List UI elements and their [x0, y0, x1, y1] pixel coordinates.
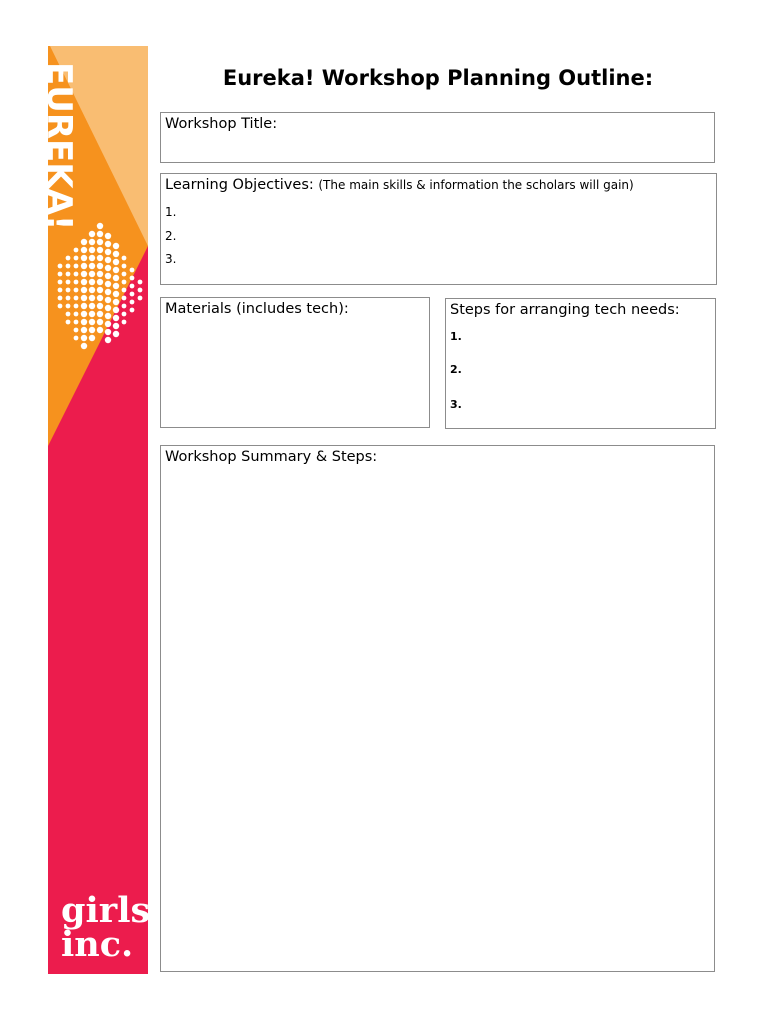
banner-dot — [81, 319, 87, 325]
banner-dot — [74, 272, 79, 277]
banner-dot — [74, 264, 79, 269]
banner-dot — [74, 312, 79, 317]
banner-dot — [58, 296, 63, 301]
banner-dot — [81, 263, 87, 269]
banner-dot — [130, 292, 135, 297]
banner-dot — [66, 312, 71, 317]
banner-dot — [122, 288, 127, 293]
summary-label: Workshop Summary & Steps: — [165, 449, 378, 465]
objective-item: 2. — [165, 229, 177, 243]
banner-dot — [105, 273, 111, 279]
banner-dot — [113, 331, 119, 337]
logo-line-inc: inc. — [61, 924, 134, 965]
banner-dot — [105, 257, 111, 263]
banner-dot — [113, 267, 119, 273]
objective-item: 1. — [165, 205, 177, 219]
summary-box[interactable] — [160, 445, 715, 972]
banner-dot — [113, 275, 119, 281]
banner-dot — [66, 272, 71, 277]
banner-dot — [130, 300, 135, 305]
banner-dot — [81, 255, 87, 261]
banner-dot — [66, 304, 71, 309]
banner-dot — [74, 336, 79, 341]
banner-dot — [130, 268, 135, 273]
workshop-title-box[interactable] — [160, 112, 715, 163]
banner-dot — [89, 287, 95, 293]
banner-dot — [66, 320, 71, 325]
banner-dot — [97, 271, 103, 277]
banner-dot — [89, 247, 95, 253]
banner-dot — [105, 329, 111, 335]
eureka-brand-word: EUREKA! — [39, 62, 79, 231]
banner-dot — [81, 239, 87, 245]
tech-step-item: 1. — [450, 330, 462, 343]
banner-dot — [113, 315, 119, 321]
banner-dot — [122, 320, 127, 325]
banner-dot — [81, 247, 87, 253]
banner-dot — [66, 288, 71, 293]
banner-dot — [89, 327, 95, 333]
banner-dot — [66, 296, 71, 301]
banner-dot — [97, 239, 103, 245]
banner-dot — [105, 337, 111, 343]
banner-dot — [81, 343, 87, 349]
banner-dot — [74, 320, 79, 325]
banner-dot — [97, 223, 103, 229]
banner-dot — [113, 283, 119, 289]
banner-dot — [97, 279, 103, 285]
banner-dot — [105, 281, 111, 287]
banner-dot — [138, 280, 143, 285]
banner-dot — [122, 280, 127, 285]
banner-dot — [89, 303, 95, 309]
banner-dot — [105, 321, 111, 327]
banner-dot — [74, 288, 79, 293]
banner-dot — [97, 295, 103, 301]
objective-item: 3. — [165, 252, 177, 266]
tech-steps-label: Steps for arranging tech needs: — [450, 302, 680, 318]
banner-dot — [113, 299, 119, 305]
learning-objectives-label — [165, 177, 634, 193]
banner-dot — [89, 231, 95, 237]
girls-inc-logo — [61, 890, 151, 965]
banner-dot — [113, 307, 119, 313]
banner-dot — [81, 287, 87, 293]
banner-dot — [97, 303, 103, 309]
banner-dot — [122, 296, 127, 301]
banner-dot — [81, 295, 87, 301]
banner-dot — [122, 312, 127, 317]
banner-dot — [113, 291, 119, 297]
banner-dot — [113, 259, 119, 265]
learning-objectives-note: (The main skills & information the scholars will gain) — [318, 178, 634, 192]
banner-dot — [89, 295, 95, 301]
banner-dot — [58, 272, 63, 277]
banner-dot — [97, 263, 103, 269]
banner-dot — [122, 304, 127, 309]
banner-dot — [113, 243, 119, 249]
tech-step-item: 2. — [450, 363, 462, 376]
banner-dot — [105, 265, 111, 271]
banner-dot — [97, 327, 103, 333]
banner-dot — [138, 296, 143, 301]
learning-objectives-heading: Learning Objectives: — [165, 177, 319, 193]
workshop-title-label: Workshop Title: — [165, 116, 278, 132]
banner-dot — [97, 287, 103, 293]
banner-dot — [97, 311, 103, 317]
banner-dot — [81, 335, 87, 341]
materials-label: Materials (includes tech): — [165, 301, 349, 317]
banner-dot — [105, 241, 111, 247]
banner-dot — [105, 233, 111, 239]
banner-dot — [122, 272, 127, 277]
banner-dot — [97, 231, 103, 237]
banner-dot — [81, 303, 87, 309]
banner-dot — [122, 264, 127, 269]
banner-dot — [97, 255, 103, 261]
banner-dot — [74, 304, 79, 309]
banner-dot — [74, 280, 79, 285]
banner-dot — [105, 289, 111, 295]
banner-dot — [122, 256, 127, 261]
banner-dot — [89, 311, 95, 317]
banner-dot — [89, 279, 95, 285]
banner-dot — [74, 256, 79, 261]
banner-dot — [130, 308, 135, 313]
banner-dot — [74, 328, 79, 333]
banner-dot — [81, 279, 87, 285]
banner-dot — [89, 271, 95, 277]
banner-dot — [105, 297, 111, 303]
banner-dot — [113, 323, 119, 329]
banner-dot — [138, 288, 143, 293]
banner-dot — [81, 327, 87, 333]
banner-dot — [66, 256, 71, 261]
banner-dot — [81, 271, 87, 277]
banner-dot — [58, 304, 63, 309]
banner-dot — [105, 313, 111, 319]
banner-dot — [89, 255, 95, 261]
banner-dot — [58, 288, 63, 293]
banner-dot — [113, 251, 119, 257]
tech-steps-box[interactable] — [445, 298, 716, 429]
banner-dot — [97, 247, 103, 253]
banner-dot — [89, 335, 95, 341]
banner-dot — [89, 239, 95, 245]
learning-objectives-box[interactable] — [160, 173, 717, 285]
banner-dot — [66, 264, 71, 269]
banner-dot — [105, 305, 111, 311]
banner-dot — [58, 264, 63, 269]
banner-dot — [89, 319, 95, 325]
banner-dot — [58, 280, 63, 285]
banner-dot — [81, 311, 87, 317]
banner-dot — [97, 319, 103, 325]
banner-dot — [74, 296, 79, 301]
banner-dot — [74, 248, 79, 253]
banner-dot — [66, 280, 71, 285]
logo-line-girls: girls — [61, 890, 151, 931]
banner-dot — [89, 263, 95, 269]
materials-box[interactable] — [160, 297, 430, 428]
banner-dot — [130, 284, 135, 289]
tech-step-item: 3. — [450, 398, 462, 411]
banner-dot — [105, 249, 111, 255]
page-title: Eureka! Workshop Planning Outline: — [222, 66, 654, 90]
banner-dot — [130, 276, 135, 281]
